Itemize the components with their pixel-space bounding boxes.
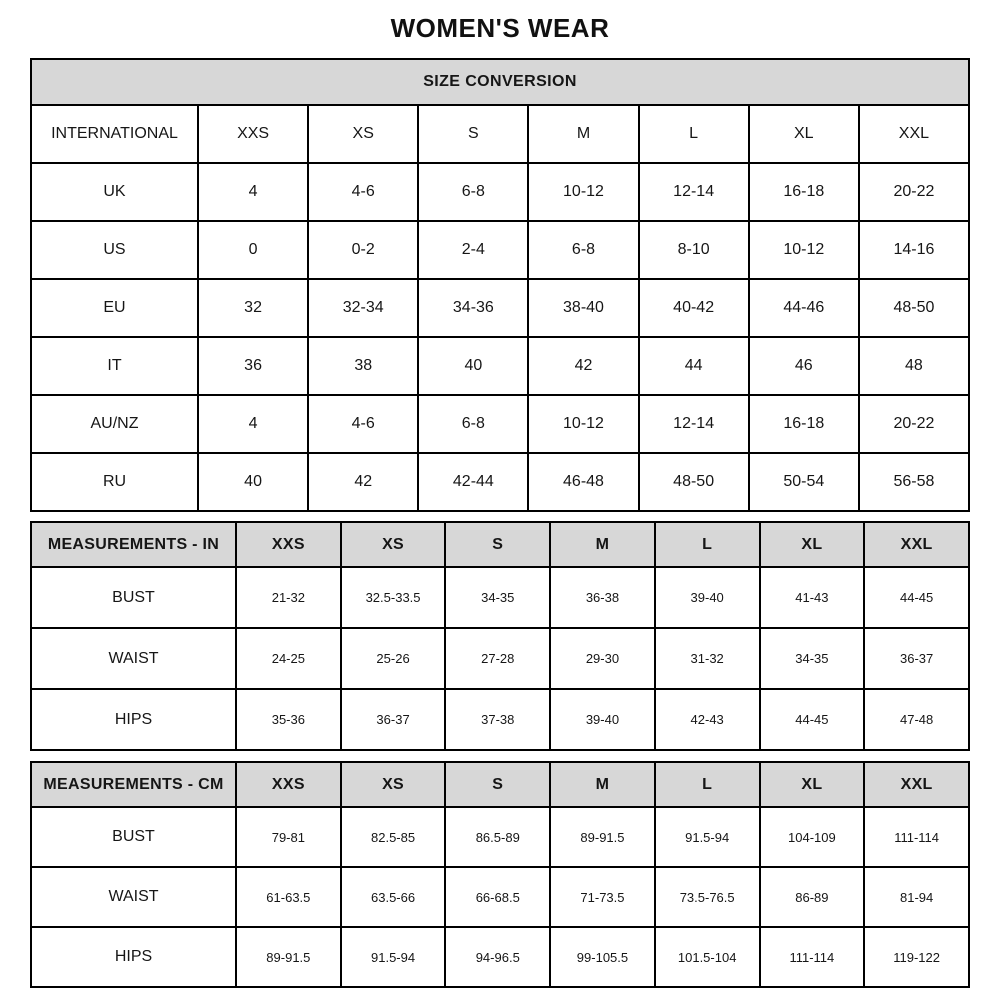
size-conversion-table — [30, 58, 970, 512]
measurement-cell: 41-43 — [760, 567, 865, 628]
measurement-cell: 36-37 — [864, 628, 969, 689]
column-header: XXS — [236, 522, 341, 567]
table-row — [31, 59, 969, 105]
size-cell: 44-46 — [749, 279, 859, 337]
table-row — [31, 762, 969, 807]
measurement-cell: 89-91.5 — [550, 807, 655, 867]
measurement-cell: 21-32 — [236, 567, 341, 628]
column-header: M — [528, 105, 638, 163]
column-header: M — [550, 522, 655, 567]
column-header: XS — [341, 522, 446, 567]
size-cell: 6-8 — [418, 163, 528, 221]
measurement-cell: 104-109 — [760, 807, 865, 867]
size-cell: 38-40 — [528, 279, 638, 337]
column-header: XXL — [864, 522, 969, 567]
measurement-cell: 24-25 — [236, 628, 341, 689]
size-cell: 12-14 — [639, 395, 749, 453]
column-header: M — [550, 762, 655, 807]
size-cell: 48-50 — [859, 279, 969, 337]
size-cell: 2-4 — [418, 221, 528, 279]
measurements-cm-header: MEASUREMENTS - CM — [31, 762, 236, 807]
measurement-cell: 81-94 — [864, 867, 969, 927]
table-row — [31, 105, 969, 163]
measurement-cell: 32.5-33.5 — [341, 567, 446, 628]
measurement-cell: 36-38 — [550, 567, 655, 628]
measurement-cell: 35-36 — [236, 689, 341, 750]
size-cell: 32 — [198, 279, 308, 337]
table-row — [31, 395, 969, 453]
measurement-cell: 89-91.5 — [236, 927, 341, 987]
column-header: L — [655, 522, 760, 567]
size-cell: 4-6 — [308, 395, 418, 453]
size-cell: 36 — [198, 337, 308, 395]
measurement-cell: 91.5-94 — [655, 807, 760, 867]
measurement-cell: 79-81 — [236, 807, 341, 867]
measurement-cell: 34-35 — [760, 628, 865, 689]
measurement-cell: 86.5-89 — [445, 807, 550, 867]
size-cell: 40-42 — [639, 279, 749, 337]
measurement-cell: 34-35 — [445, 567, 550, 628]
table-row — [31, 279, 969, 337]
measurement-cell: 73.5-76.5 — [655, 867, 760, 927]
column-header: XXS — [198, 105, 308, 163]
column-header: XL — [760, 522, 865, 567]
size-cell: 46 — [749, 337, 859, 395]
size-cell: 4-6 — [308, 163, 418, 221]
measurement-cell: 36-37 — [341, 689, 446, 750]
column-header: S — [445, 522, 550, 567]
size-cell: 10-12 — [528, 163, 638, 221]
measurement-cell: 47-48 — [864, 689, 969, 750]
size-cell: 42 — [308, 453, 418, 511]
row-label: AU/NZ — [31, 395, 198, 453]
size-cell: 14-16 — [859, 221, 969, 279]
measurement-cell: 94-96.5 — [445, 927, 550, 987]
row-label: US — [31, 221, 198, 279]
size-cell: 48-50 — [639, 453, 749, 511]
size-cell: 42 — [528, 337, 638, 395]
size-cell: 16-18 — [749, 395, 859, 453]
table-row — [31, 221, 969, 279]
measurement-cell: 119-122 — [864, 927, 969, 987]
size-cell: 56-58 — [859, 453, 969, 511]
size-cell: 20-22 — [859, 395, 969, 453]
size-conversion-banner: SIZE CONVERSION — [31, 59, 969, 105]
measurement-cell: 101.5-104 — [655, 927, 760, 987]
column-header: XS — [341, 762, 446, 807]
row-label: HIPS — [31, 689, 236, 750]
column-header: L — [655, 762, 760, 807]
measurement-cell: 91.5-94 — [341, 927, 446, 987]
size-cell: 46-48 — [528, 453, 638, 511]
column-header: INTERNATIONAL — [31, 105, 198, 163]
table-row — [31, 628, 969, 689]
row-label: UK — [31, 163, 198, 221]
row-label: RU — [31, 453, 198, 511]
table-row — [31, 867, 969, 927]
measurement-cell: 39-40 — [550, 689, 655, 750]
row-label: EU — [31, 279, 198, 337]
size-cell: 34-36 — [418, 279, 528, 337]
table-row — [31, 807, 969, 867]
row-label: BUST — [31, 567, 236, 628]
row-label: BUST — [31, 807, 236, 867]
measurement-cell: 39-40 — [655, 567, 760, 628]
measurement-cell: 27-28 — [445, 628, 550, 689]
measurement-cell: 111-114 — [864, 807, 969, 867]
size-cell: 12-14 — [639, 163, 749, 221]
size-cell: 40 — [198, 453, 308, 511]
table-row — [31, 453, 969, 511]
column-header: XXL — [859, 105, 969, 163]
size-cell: 20-22 — [859, 163, 969, 221]
column-header: S — [445, 762, 550, 807]
column-header: XL — [749, 105, 859, 163]
size-cell: 0-2 — [308, 221, 418, 279]
page-title: WOMEN'S WEAR — [390, 13, 610, 43]
size-cell: 38 — [308, 337, 418, 395]
row-label: WAIST — [31, 867, 236, 927]
table-row — [31, 163, 969, 221]
table-row — [31, 522, 969, 567]
size-cell: 32-34 — [308, 279, 418, 337]
size-cell: 40 — [418, 337, 528, 395]
table-row — [31, 567, 969, 628]
column-header: L — [639, 105, 749, 163]
measurement-cell: 66-68.5 — [445, 867, 550, 927]
measurement-cell: 44-45 — [864, 567, 969, 628]
size-cell: 6-8 — [418, 395, 528, 453]
column-header: S — [418, 105, 528, 163]
size-cell: 16-18 — [749, 163, 859, 221]
measurement-cell: 42-43 — [655, 689, 760, 750]
measurements-cm-table — [30, 761, 970, 988]
size-cell: 4 — [198, 395, 308, 453]
table-row — [31, 927, 969, 987]
table-row — [31, 689, 969, 750]
size-cell: 44 — [639, 337, 749, 395]
column-header: XXS — [236, 762, 341, 807]
measurement-cell: 44-45 — [760, 689, 865, 750]
measurement-cell: 111-114 — [760, 927, 865, 987]
measurements-in-header: MEASUREMENTS - IN — [31, 522, 236, 567]
measurement-cell: 82.5-85 — [341, 807, 446, 867]
size-cell: 42-44 — [418, 453, 528, 511]
size-cell: 48 — [859, 337, 969, 395]
size-cell: 50-54 — [749, 453, 859, 511]
measurement-cell: 86-89 — [760, 867, 865, 927]
measurement-cell: 61-63.5 — [236, 867, 341, 927]
measurement-cell: 29-30 — [550, 628, 655, 689]
size-cell: 4 — [198, 163, 308, 221]
measurement-cell: 37-38 — [445, 689, 550, 750]
size-cell: 0 — [198, 221, 308, 279]
row-label: IT — [31, 337, 198, 395]
size-cell: 10-12 — [528, 395, 638, 453]
measurement-cell: 31-32 — [655, 628, 760, 689]
measurement-cell: 99-105.5 — [550, 927, 655, 987]
table-row — [31, 337, 969, 395]
measurement-cell: 25-26 — [341, 628, 446, 689]
measurements-in-table — [30, 521, 970, 751]
size-cell: 6-8 — [528, 221, 638, 279]
measurement-cell: 63.5-66 — [341, 867, 446, 927]
row-label: HIPS — [31, 927, 236, 987]
column-header: XL — [760, 762, 865, 807]
measurement-cell: 71-73.5 — [550, 867, 655, 927]
column-header: XS — [308, 105, 418, 163]
size-cell: 10-12 — [749, 221, 859, 279]
column-header: XXL — [864, 762, 969, 807]
row-label: WAIST — [31, 628, 236, 689]
size-cell: 8-10 — [639, 221, 749, 279]
